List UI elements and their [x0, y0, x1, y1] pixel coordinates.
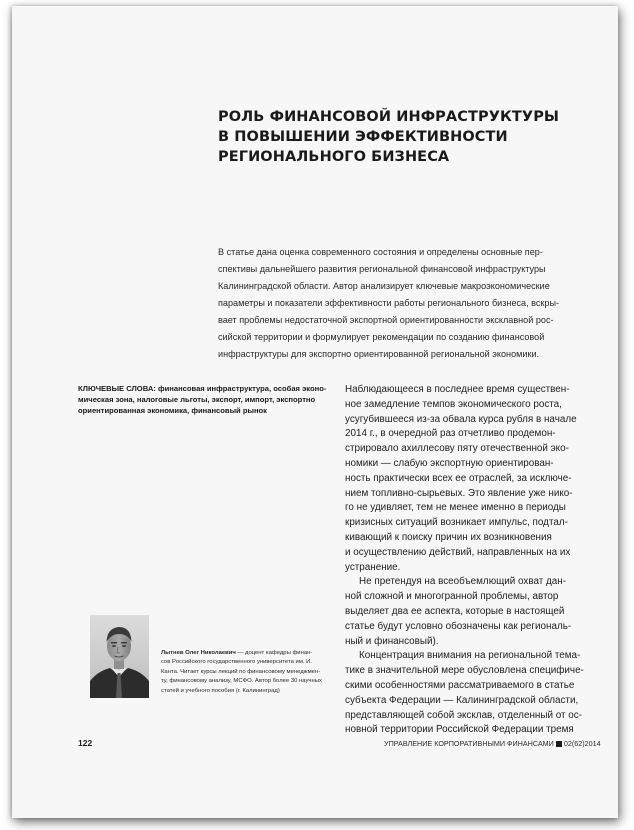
black-square-icon [556, 741, 562, 747]
author-portrait-image [90, 615, 149, 698]
article-abstract [218, 244, 592, 363]
author-bio-line: ту, финансовому анализу, МСФО. Автор более 30 научных [161, 678, 322, 685]
abstract-line: вает проблемы недостаточной экспортной ориентированности эксклавной рос- [218, 315, 554, 325]
body-line: кивающий к поиску причин их возникновения [345, 531, 552, 543]
body-line: скими особенностями рассматриваемого в статье [345, 679, 575, 691]
abstract-line: спективы дальнейшего развития региональной финансовой инфраструктуры [218, 264, 546, 274]
keywords-line: КЛЮЧЕВЫЕ СЛОВА: финансовая инфраструктура, особая эконо- [78, 384, 327, 393]
author-bio-line: Канта. Читает курсы лекций по финансовому менеджмен- [161, 668, 321, 675]
body-line: Не претендуя на всеобъемлющий охват дан- [359, 576, 566, 588]
journal-name: УПРАВЛЕНИЕ КОРПОРАТИВНЫМИ ФИНАНСАМИ [384, 739, 554, 748]
body-line: 2014 г., в очередной раз отчетливо продемон- [345, 428, 556, 440]
keywords-line: ориентированная экономика, финансовый рынок [78, 406, 267, 416]
body-line: представляющей собой эксклав, отделенный от ос- [345, 709, 582, 721]
author-bio-line: статей и учебного пособия (г. Калининград) [161, 687, 280, 694]
body-line: го не удивляет, тем не менее именно в периоды [345, 502, 566, 514]
keywords-line: мическая зона, налоговые льготы, экспорт, импорт, экспортно [78, 395, 316, 405]
author-photo [90, 615, 149, 698]
keywords-block [78, 383, 344, 417]
body-line: Концентрация внимания на региональной тема- [359, 650, 581, 662]
abstract-line: В статье дана оценка современного состояния и определены основные пер- [218, 247, 543, 257]
abstract-line: инфраструктуры для экспортно ориентированной региональной экономики. [218, 349, 540, 359]
issue-number: 02(62)2014 [563, 739, 601, 748]
title-line: РОЛЬ ФИНАНСОВОЙ ИНФРАСТРУКТУРЫ [218, 109, 560, 125]
author-bio-line [161, 649, 343, 658]
author-bio [161, 649, 343, 696]
abstract-line: сийской территории и формулирует рекомендации по созданию финансовой [218, 332, 545, 342]
body-line: ной сложной и многогранной проблемы, автор [345, 591, 559, 603]
body-line: ный и финансовый). [345, 635, 439, 647]
abstract-line: Калининградской области. Автор анализирует ключевые макроэкономические [218, 281, 550, 291]
running-footer [384, 739, 601, 748]
body-line: Наблюдающееся в последнее время существен- [345, 384, 570, 395]
body-line: кризисных ситуаций возникает импульс, подтал- [345, 517, 568, 529]
author-bio-line: сов Российского государственного университета им. И. [161, 659, 313, 666]
abstract-line: параметры и показатели эффективности работы регионального бизнеса, вскры- [218, 298, 560, 308]
body-line: новной территории Российской Федерации тремя [345, 724, 574, 736]
body-line: и осуществлению действий, направленных на их [345, 546, 571, 558]
body-line: усугубившееся из-за обвала курса рубля в начале [345, 413, 577, 425]
page-number: 122 [78, 738, 93, 748]
body-line: ное замедление темпов экономического роста, [345, 398, 562, 410]
body-line: ность практически всех ее отраслей, за исключе- [345, 472, 572, 484]
article-title [218, 107, 598, 167]
body-line: выделяет два ее аспекта, которые в настоящей [345, 605, 565, 617]
body-line: тике в значительной мере обусловлена специфиче- [345, 665, 584, 677]
body-line: номики — слабую экспортную ориентирован- [345, 457, 554, 469]
body-line: нием топливно-сырьевых. Это явление уже нико- [345, 487, 573, 499]
journal-page [12, 6, 618, 818]
article-body [345, 383, 595, 738]
author-bio-lead: — доцент кафедры финан- [235, 650, 313, 656]
body-line: стрировало ахиллесову пяту отечественной эко- [345, 443, 569, 455]
body-line: статье будут условно обозначены как региональ- [345, 620, 572, 632]
title-line: РЕГИОНАЛЬНОГО БИЗНЕСА [218, 149, 450, 165]
body-line: субъекта Федерации — Калининградской области, [345, 694, 579, 706]
title-line: В ПОВЫШЕНИИ ЭФФЕКТИВНОСТИ [218, 129, 508, 145]
body-line: устранение. [345, 561, 401, 573]
author-name: Лытнев Олег Николаевич [161, 650, 236, 656]
